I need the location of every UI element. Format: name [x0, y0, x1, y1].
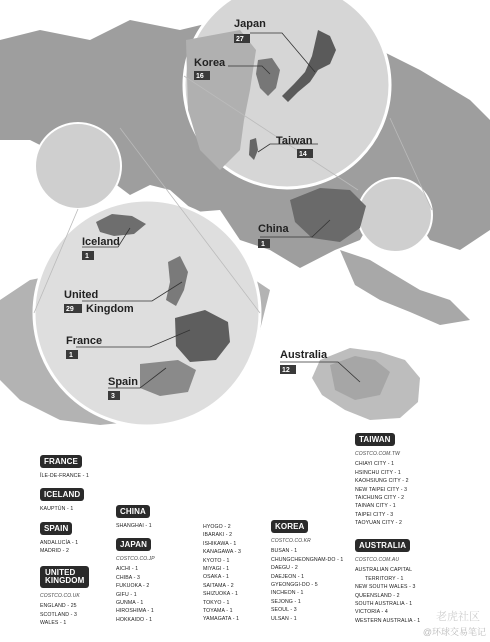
list-item: DAEGU - 2 — [271, 565, 298, 572]
list-item: IBARAKI - 2 — [203, 532, 233, 539]
website-label: COSTCO.CO.JP — [116, 556, 155, 562]
list-item: CHIBA - 3 — [116, 574, 140, 581]
callout-count: 29 — [66, 306, 74, 313]
list-item: TAICHUNG CITY - 2 — [355, 495, 405, 502]
country-badge: CHINA — [116, 505, 150, 518]
list-item: OSAKA - 1 — [203, 574, 229, 581]
listing-taiwan — [355, 433, 409, 528]
list-item: BUSAN - 1 — [271, 548, 298, 555]
callout-label: Australia — [280, 349, 328, 361]
list-item: SAITAMA - 2 — [203, 582, 234, 589]
listing-iceland — [40, 488, 84, 513]
website-label: COSTCO.COM.AU — [355, 557, 400, 563]
list-item: YAMAGATA - 1 — [203, 616, 240, 623]
list-item: HIROSHIMA - 1 — [116, 608, 154, 615]
list-item: TOKYO - 1 — [203, 599, 230, 606]
list-item: KYOTO - 1 — [203, 557, 230, 564]
callout-count: 14 — [299, 151, 307, 158]
list-item: HOKKAIDO - 1 — [116, 616, 153, 623]
list-item: MIYAGI - 1 — [203, 566, 230, 573]
list-item: GYEONGGI-DO - 5 — [271, 582, 318, 589]
list-item: DAEJEON - 1 — [271, 573, 305, 580]
country-badge: JAPAN — [116, 538, 151, 551]
list-item: KAOHSIUNG CITY - 2 — [355, 478, 409, 485]
listing-spain — [40, 522, 78, 556]
list-item: WESTERN AUSTRALIA - 1 — [355, 617, 421, 624]
website-label: COSTCO.CO.UK — [40, 593, 80, 599]
list-item: KAUPTÚN - 1 — [40, 506, 74, 512]
list-item: VICTORIA - 4 — [355, 609, 388, 616]
badge-line: UNITED — [45, 568, 76, 577]
badge-line: KINGDOM — [45, 576, 85, 585]
callout-count: 27 — [236, 36, 244, 43]
listing-australia — [355, 539, 420, 625]
list-item: ULSAN - 1 — [271, 615, 297, 622]
east-asia-inset-circle — [358, 178, 432, 252]
list-item: TAINAN CITY - 1 — [355, 503, 396, 510]
listing-united-kingdom — [40, 566, 89, 628]
list-item: SEOUL - 3 — [271, 607, 297, 614]
spain-shape — [140, 360, 196, 396]
country-badge: AUSTRALIA — [355, 539, 410, 552]
list-item: QUEENSLAND - 2 — [355, 592, 400, 599]
list-item: NEW SOUTH WALES - 3 — [355, 584, 416, 591]
country-badge: KOREA — [271, 520, 308, 533]
callout-label: France — [66, 335, 103, 347]
country-badge: SPAIN — [40, 522, 72, 535]
website-label: COSTCO.CO.KR — [271, 538, 311, 544]
list-item: SHANGHAI - 1 — [116, 523, 152, 529]
list-item: SEJONG - 1 — [271, 598, 301, 605]
country-badge: TAIWAN — [355, 433, 395, 446]
country-badge: ICELAND — [40, 488, 84, 501]
callout-label: Japan — [234, 18, 266, 30]
callout-count: 1 — [261, 241, 265, 248]
listing-japan — [116, 538, 155, 624]
watermark-handle: @环球交易笔记 — [422, 627, 486, 637]
list-item: TAOYUAN CITY - 2 — [355, 520, 402, 527]
callout-count: 1 — [85, 253, 89, 260]
list-item: SCOTLAND - 3 — [40, 611, 77, 618]
callout-count: 1 — [69, 352, 73, 359]
list-item: ENGLAND - 25 — [40, 603, 77, 610]
list-item: INCHEON - 1 — [271, 590, 304, 597]
list-item: AICHI - 1 — [116, 566, 139, 573]
listing-japan-continued — [203, 523, 241, 624]
list-item: SOUTH AUSTRALIA - 1 — [355, 601, 413, 608]
list-item: AUSTRALIAN CAPITAL — [355, 567, 413, 574]
list-item: GUNMA - 1 — [116, 600, 144, 607]
listing-china — [116, 505, 152, 530]
watermark-title: 老虎社区 — [436, 611, 480, 623]
list-item: HYOGO - 2 — [203, 524, 231, 530]
list-item: TAIPEI CITY - 3 — [355, 511, 394, 518]
list-item: KANAGAWA - 3 — [203, 549, 241, 556]
europe-inset-circle — [35, 123, 121, 209]
list-item: ISHIKAWA - 1 — [203, 540, 237, 547]
callout-count: 12 — [282, 367, 290, 374]
list-item: WALES - 1 — [40, 620, 67, 627]
listing-korea — [271, 520, 343, 623]
list-item: CHIAYI CITY - 1 — [355, 461, 395, 468]
list-item: SHIZUOKA - 1 — [203, 591, 238, 598]
list-item: TERRITORY - 1 — [365, 575, 404, 582]
list-item: MADRID - 2 — [40, 548, 69, 555]
callout-count: 16 — [196, 73, 204, 80]
list-item: CHUNGCHEONGNAM-DO - 1 — [271, 556, 344, 563]
callout-count: 3 — [111, 393, 115, 400]
list-item: TOYAMA - 1 — [203, 608, 233, 615]
list-item: FUKUOKA - 2 — [116, 583, 150, 590]
callout-label: United — [64, 289, 99, 301]
callout-label: Spain — [108, 376, 138, 388]
list-item: ANDALUCÍA - 1 — [40, 540, 79, 546]
list-item: ÎLE-DE-FRANCE - 1 — [40, 473, 89, 479]
callout-label: China — [258, 223, 289, 235]
list-item: HSINCHU CITY - 1 — [355, 469, 401, 476]
country-badge: FRANCE — [40, 455, 82, 468]
callout-label: Taiwan — [276, 135, 313, 147]
website-label: COSTCO.COM.TW — [355, 451, 400, 457]
callout-label: Iceland — [82, 236, 120, 248]
list-item: GIFU - 1 — [116, 591, 137, 598]
callout-label-line2: Kingdom — [86, 303, 134, 315]
country-badge — [40, 566, 89, 588]
list-item: NEW TAIPEI CITY - 3 — [355, 486, 408, 493]
listing-france — [40, 455, 89, 480]
callout-label: Korea — [194, 57, 226, 69]
